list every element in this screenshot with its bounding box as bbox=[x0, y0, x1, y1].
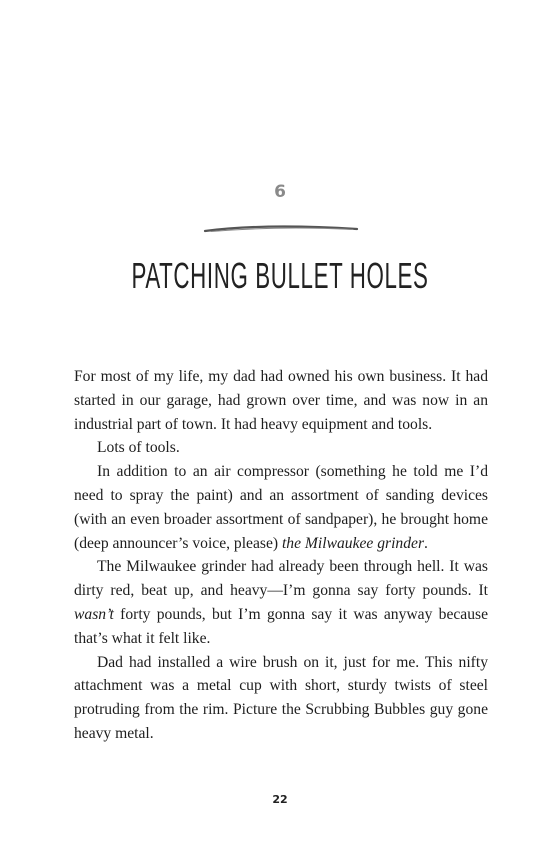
chapter-title: PATCHING BULLET HOLES bbox=[131, 255, 429, 296]
page-number: 22 bbox=[272, 793, 288, 806]
chapter-divider-swoosh bbox=[203, 222, 359, 236]
paragraph-5-text: Dad had installed a wire brush on it, just for me. This nifty attachment was a metal cup with short, sturdy twists of steel protruding from the rim. Picture the Scrubbing Bubbles guy gone heavy metal. bbox=[74, 653, 488, 742]
paragraph-3-end: . bbox=[424, 534, 428, 552]
chapter-body bbox=[74, 365, 488, 746]
paragraph-2-text: Lots of tools. bbox=[97, 439, 180, 457]
paragraph-4-end: forty pounds, but I’m gonna say it was anyway because that’s what it felt like. bbox=[74, 605, 488, 647]
paragraph-1-text: For most of my life, my dad had owned his own business. It had started in our garage, had grown over time, and was now in an industrial part of town. It had heavy equipment and tools. bbox=[74, 368, 488, 433]
paragraph-4-italic: wasn’t bbox=[74, 605, 114, 623]
paragraph-1 bbox=[74, 365, 488, 436]
paragraph-4-text: The Milwaukee grinder had already been through hell. It was dirty red, beat up, and heavy—I’m gonna say forty pounds. It bbox=[74, 558, 488, 600]
paragraph-3 bbox=[74, 460, 488, 555]
paragraph-4 bbox=[74, 555, 488, 650]
chapter-number: 6 bbox=[274, 182, 286, 202]
paragraph-5 bbox=[74, 651, 488, 746]
paragraph-3-text: In addition to an air compressor (something he told me I’d need to spray the paint) and an assortment of sanding devices (with an even broader assortment of sandpaper), he brought home (deep announcer’s voice, please) bbox=[74, 463, 488, 552]
paragraph-2 bbox=[74, 436, 488, 460]
paragraph-3-italic: the Milwaukee grinder bbox=[281, 534, 425, 552]
